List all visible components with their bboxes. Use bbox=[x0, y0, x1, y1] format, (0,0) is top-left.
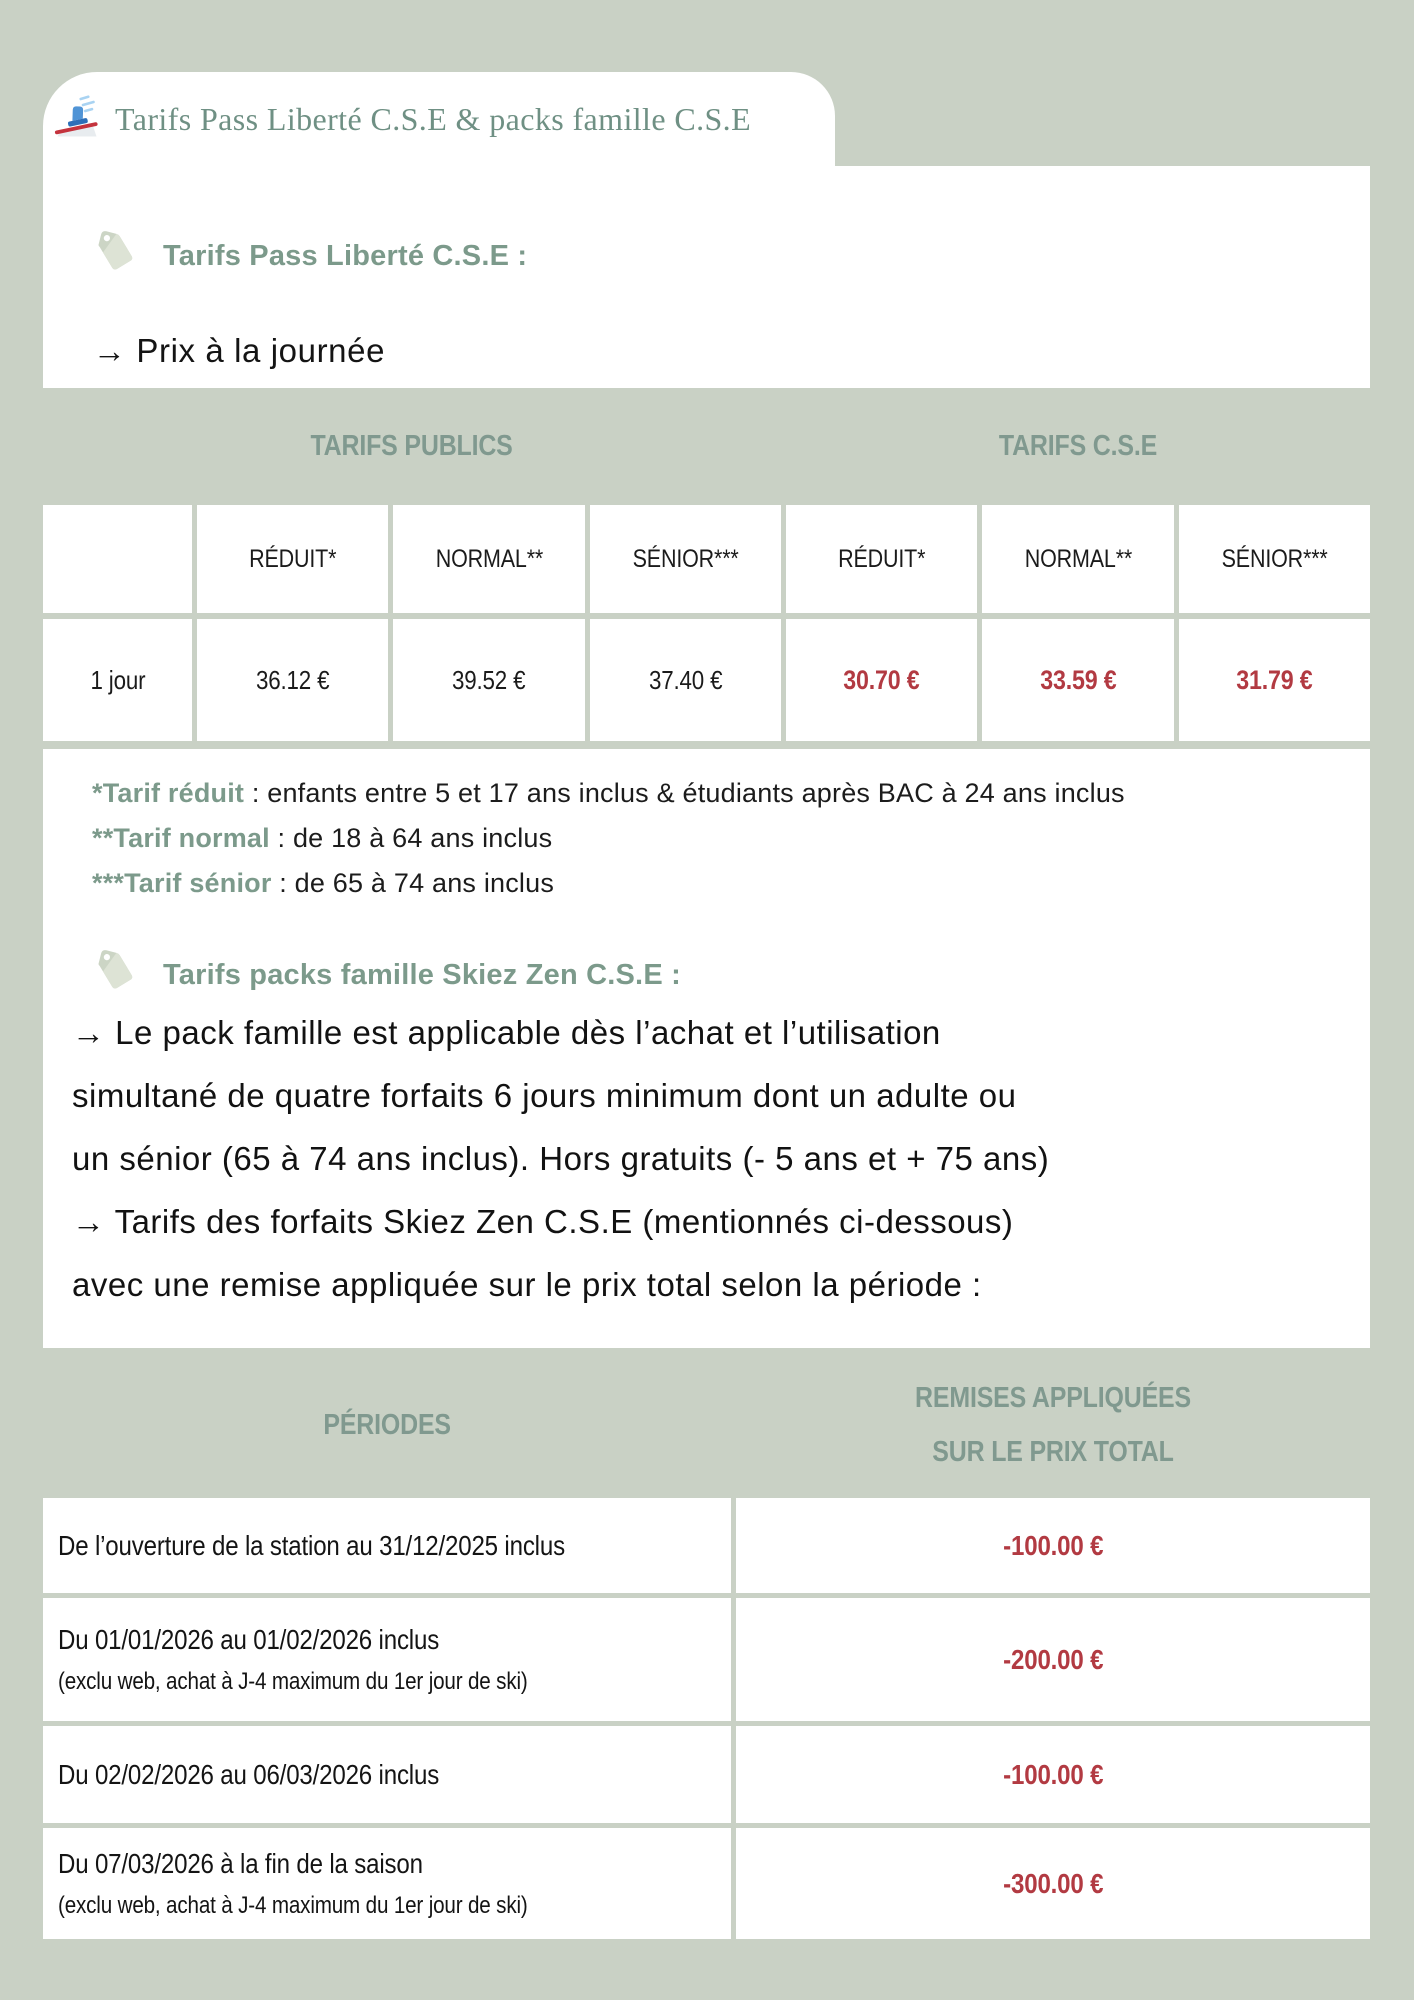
periods-header: PÉRIODES bbox=[323, 1409, 451, 1441]
ski-icon bbox=[53, 93, 101, 146]
tag-icon bbox=[89, 947, 141, 1004]
footnote-normal: **Tarif normal : de 18 à 64 ans inclus bbox=[92, 823, 553, 853]
paragraph-line: un sénior (65 à 74 ans inclus). Hors gratuits (- 5 ans et + 75 ans) bbox=[72, 1140, 1050, 1177]
family-pack-section bbox=[43, 749, 1370, 1348]
day-prices-heading: Tarifs Pass Liberté C.S.E : bbox=[163, 240, 528, 272]
period-cell: Du 01/01/2026 au 01/02/2026 inclus (exclu web, achat à J-4 maximum du 1er jour de ski) bbox=[43, 1598, 731, 1721]
column-header-senior-cse: SÉNIOR*** bbox=[1179, 505, 1370, 613]
column-header-normal-public: NORMAL** bbox=[393, 505, 584, 613]
paragraph-line: avec une remise appliquée sur le prix total selon la période : bbox=[72, 1266, 982, 1303]
price-cell-public-senior: 37.40 € bbox=[590, 619, 781, 741]
day-prices-subheading: → Prix à la journée bbox=[93, 332, 386, 369]
page-title: Tarifs Pass Liberté C.S.E & packs famille C.S.E bbox=[115, 100, 752, 137]
row-label: 1 jour bbox=[43, 619, 192, 741]
price-cell-public-reduit: 36.12 € bbox=[197, 619, 388, 741]
paragraph-line: simultané de quatre forfaits 6 jours minimum dont un adulte ou bbox=[72, 1077, 1017, 1114]
period-cell: Du 02/02/2026 au 06/03/2026 inclus bbox=[43, 1726, 731, 1823]
periods-table bbox=[43, 1498, 1370, 1939]
footnote-senior: ***Tarif sénior : de 65 à 74 ans inclus bbox=[92, 868, 555, 898]
public-rates-header: TARIFS PUBLICS bbox=[310, 430, 514, 462]
period-cell: Du 07/03/2026 à la fin de la saison (exclu web, achat à J-4 maximum du 1er jour de ski) bbox=[43, 1828, 731, 1939]
day-prices-table bbox=[43, 505, 1370, 741]
price-cell-cse-normal: 33.59 € bbox=[982, 619, 1173, 741]
price-cell-public-normal: 39.52 € bbox=[393, 619, 584, 741]
day-prices-section bbox=[43, 166, 1370, 388]
family-pack-heading: Tarifs packs famille Skiez Zen C.S.E : bbox=[163, 959, 681, 991]
column-header-reduit-public: RÉDUIT* bbox=[197, 505, 388, 613]
column-header-senior-public: SÉNIOR*** bbox=[590, 505, 781, 613]
family-pack-heading-row bbox=[89, 947, 681, 1004]
cse-rates-header: TARIFS C.S.E bbox=[998, 430, 1158, 462]
price-cell-cse-reduit: 30.70 € bbox=[786, 619, 977, 741]
column-header-reduit-cse: RÉDUIT* bbox=[786, 505, 977, 613]
paragraph-line: → Tarifs des forfaits Skiez Zen C.S.E (mentionnés ci-dessous) bbox=[72, 1203, 1014, 1240]
page-header-tab bbox=[43, 72, 835, 166]
discount-cell: -200.00 € bbox=[736, 1598, 1370, 1721]
discount-cell: -100.00 € bbox=[736, 1498, 1370, 1593]
corner-cell bbox=[43, 505, 192, 613]
paragraph-line: → Le pack famille est applicable dès l’achat et l’utilisation bbox=[72, 1014, 941, 1051]
footnotes bbox=[92, 771, 1125, 906]
price-cell-cse-senior: 31.79 € bbox=[1179, 619, 1370, 741]
discount-cell: -300.00 € bbox=[736, 1828, 1370, 1939]
discount-cell: -100.00 € bbox=[736, 1726, 1370, 1823]
column-header-normal-cse: NORMAL** bbox=[982, 505, 1173, 613]
family-pack-paragraph bbox=[72, 1001, 1049, 1316]
period-cell: De l’ouverture de la station au 31/12/2025 inclus bbox=[43, 1498, 731, 1593]
tag-icon bbox=[89, 228, 141, 285]
footnote-reduit: *Tarif réduit : enfants entre 5 et 17 ans inclus & étudiants après BAC à 24 ans inclus bbox=[92, 778, 1125, 808]
discounts-header: REMISES APPLIQUÉES SUR LE PRIX TOTAL bbox=[915, 1382, 1191, 1468]
day-prices-heading-row bbox=[89, 228, 527, 285]
